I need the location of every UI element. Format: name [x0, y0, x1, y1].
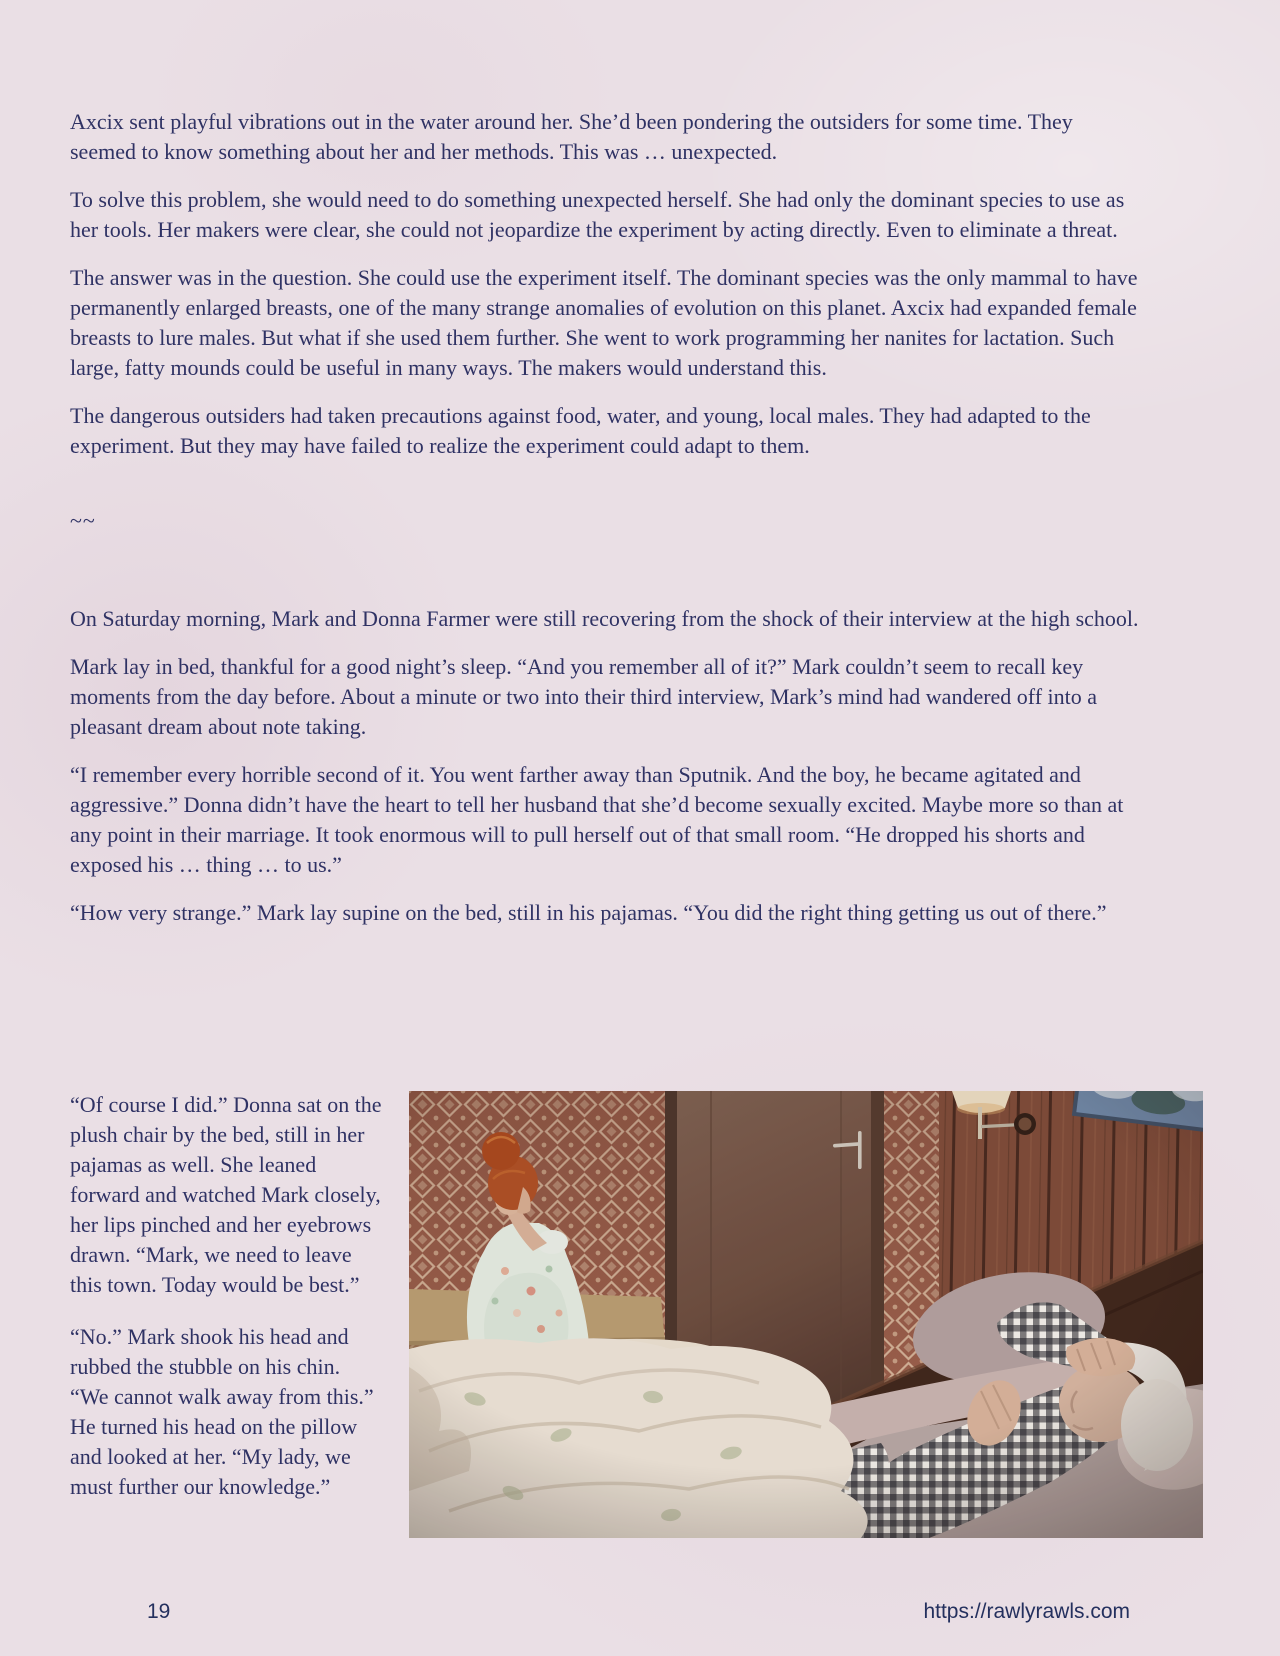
story-body	[70, 107, 1142, 946]
story-paragraph: The dangerous outsiders had taken precautions against food, water, and young, local males. They had adapted to the experiment. But they may have failed to realize the experiment could adapt to them.	[70, 403, 1091, 458]
page-number: 19	[147, 1600, 171, 1623]
story-paragraph: To solve this problem, she would need to do something unexpected herself. She had only the dominant species to use as her tools. Her makers were clear, she could not jeopardize the experiment by acting directly. Even to eliminate a threat.	[70, 187, 1125, 242]
section-break: ~~	[70, 508, 96, 533]
story-paragraph: On Saturday morning, Mark and Donna Farmer were still recovering from the shock of their interview at the high school.	[70, 606, 1139, 631]
photo-vignette	[409, 1091, 1203, 1538]
bedroom-illustration	[409, 1091, 1203, 1538]
story-paragraph: “Of course I did.” Donna sat on the plush chair by the bed, still in her pajamas as well. She leaned forward and watched Mark closely, her lips pinched and her eyebrows drawn. “Mark, we need to leave this town. Today would be best.”	[70, 1092, 382, 1297]
story-paragraph: Mark lay in bed, thankful for a good night’s sleep. “And you remember all of it?” Mark couldn’t seem to recall key moments from the day before. About a minute or two into their third interview, Mark’s mind had wandered off into a pleasant dream about note taking.	[70, 654, 1098, 739]
story-paragraph: “I remember every horrible second of it. You went farther away than Sputnik. And the boy, he became agitated and aggressive.” Donna didn’t have the heart to tell her husband that she’d become sexually excited. Maybe more so than at any point in their marriage. It took enormous will to pull herself out of that small room. “He dropped his shorts and exposed his … thing … to us.”	[70, 762, 1124, 877]
story-paragraph: The answer was in the question. She could use the experiment itself. The dominant species was the only mammal to have permanently enlarged breasts, one of the many strange anomalies of evolution on this planet. Axcix had expanded female breasts to lure males. But what if she used them further. She went to work programming her nanites for lactation. Such large, fatty mounds could be useful in many ways. The makers would understand this.	[70, 265, 1138, 380]
story-paragraph: “How very strange.” Mark lay supine on the bed, still in his pajamas. “You did the right thing getting us out of there.”	[70, 900, 1107, 925]
site-url[interactable]: https://rawlyrawls.com	[923, 1600, 1130, 1623]
story-paragraph: Axcix sent playful vibrations out in the water around her. She’d been pondering the outsiders for some time. They seemed to know something about her and her methods. This was … unexpected.	[70, 109, 1073, 164]
page-footer	[0, 1598, 1280, 1628]
story-paragraph: “No.” Mark shook his head and rubbed the stubble on his chin. “We cannot walk away from this.” He turned his head on the pillow and looked at her. “My lady, we must further our knowledge.”	[70, 1324, 374, 1499]
story-left-column	[70, 1090, 384, 1524]
